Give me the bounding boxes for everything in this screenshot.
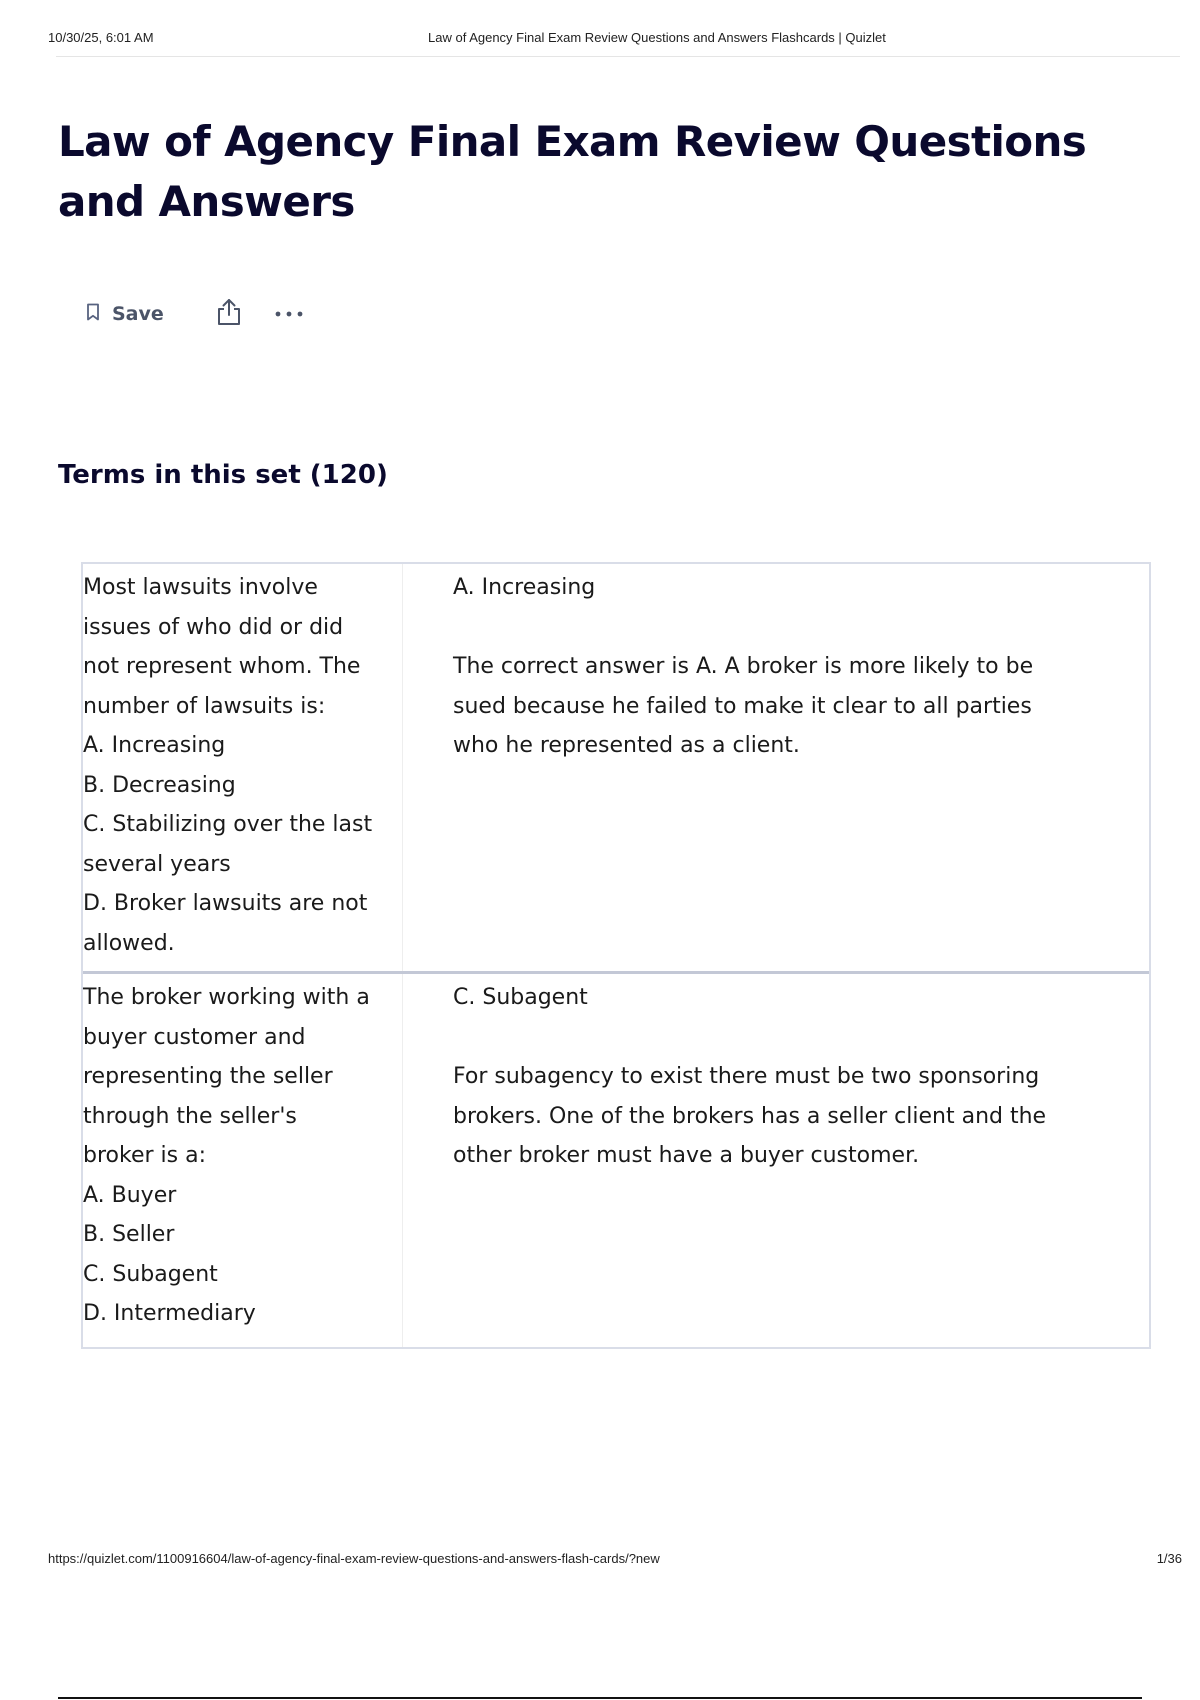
more-horizontal-icon [274,305,304,323]
terms-table [81,562,1151,1349]
definition-answer: C. Subagent [453,985,588,1010]
term-line: through the seller's [83,1103,297,1129]
save-label: Save [112,303,164,325]
term-card [83,974,1149,1347]
definition-answer: A. Increasing [453,575,596,600]
term-card [83,564,1149,974]
definition-line: sued because he failed to make it clear to all parties [453,693,1032,719]
term-line: not represent whom. The [83,654,361,679]
definition-line: brokers. One of the brokers has a seller client and the [453,1103,1047,1129]
print-date: 10/30/25, 6:01 AM [48,30,154,45]
page-url: https://quizlet.com/1100916604/law-of-agency-final-exam-review-questions-and-answers-flash-cards/?new [48,1551,660,1566]
page-title: Law of Agency Final Exam Review Questions and Answers [58,117,1087,226]
more-options-button[interactable] [274,305,304,323]
bookmark-icon [86,303,100,326]
term-line: B. Decreasing [83,772,236,798]
term-line: issues of who did or did [83,614,344,640]
term-text [83,974,403,1347]
terms-count-heading: Terms in this set (120) [58,460,388,490]
term-line: broker is a: [83,1143,206,1168]
term-line: D. Broker lawsuits are not [83,891,368,916]
term-line: A. Increasing [83,733,226,758]
term-line: B. Seller [83,1222,175,1247]
definition-line: other broker must have a buyer customer. [453,1143,920,1168]
term-line: representing the seller [83,1064,333,1089]
set-toolbar [86,296,304,332]
page-number: 1/36 [1156,1551,1182,1566]
save-button[interactable] [86,303,164,326]
term-line: The broker working with a [83,985,370,1010]
share-icon [216,298,242,331]
definition-line: who he represented as a client. [453,733,800,758]
term-line: allowed. [83,930,175,956]
definition-line: The correct answer is A. A broker is more likely to be [453,654,1034,679]
bottom-divider [58,1697,1142,1699]
header-divider [56,56,1180,57]
term-line: Most lawsuits involve [83,575,318,600]
term-text [83,564,403,971]
share-button[interactable] [216,298,242,331]
print-header [48,30,1152,56]
print-document-title: Law of Agency Final Exam Review Questions and Answers Flashcards | Quizlet [428,30,886,45]
definition-line: For subagency to exist there must be two sponsoring [453,1064,1040,1089]
term-line: D. Intermediary [83,1301,256,1326]
term-line: buyer customer and [83,1024,306,1050]
definition-text [403,974,1149,1347]
term-line: A. Buyer [83,1182,177,1208]
term-line: number of lawsuits is: [83,693,326,719]
term-line: C. Subagent [83,1261,218,1287]
term-line: C. Stabilizing over the last [83,812,373,837]
term-line: several years [83,851,231,877]
definition-text [403,564,1149,971]
